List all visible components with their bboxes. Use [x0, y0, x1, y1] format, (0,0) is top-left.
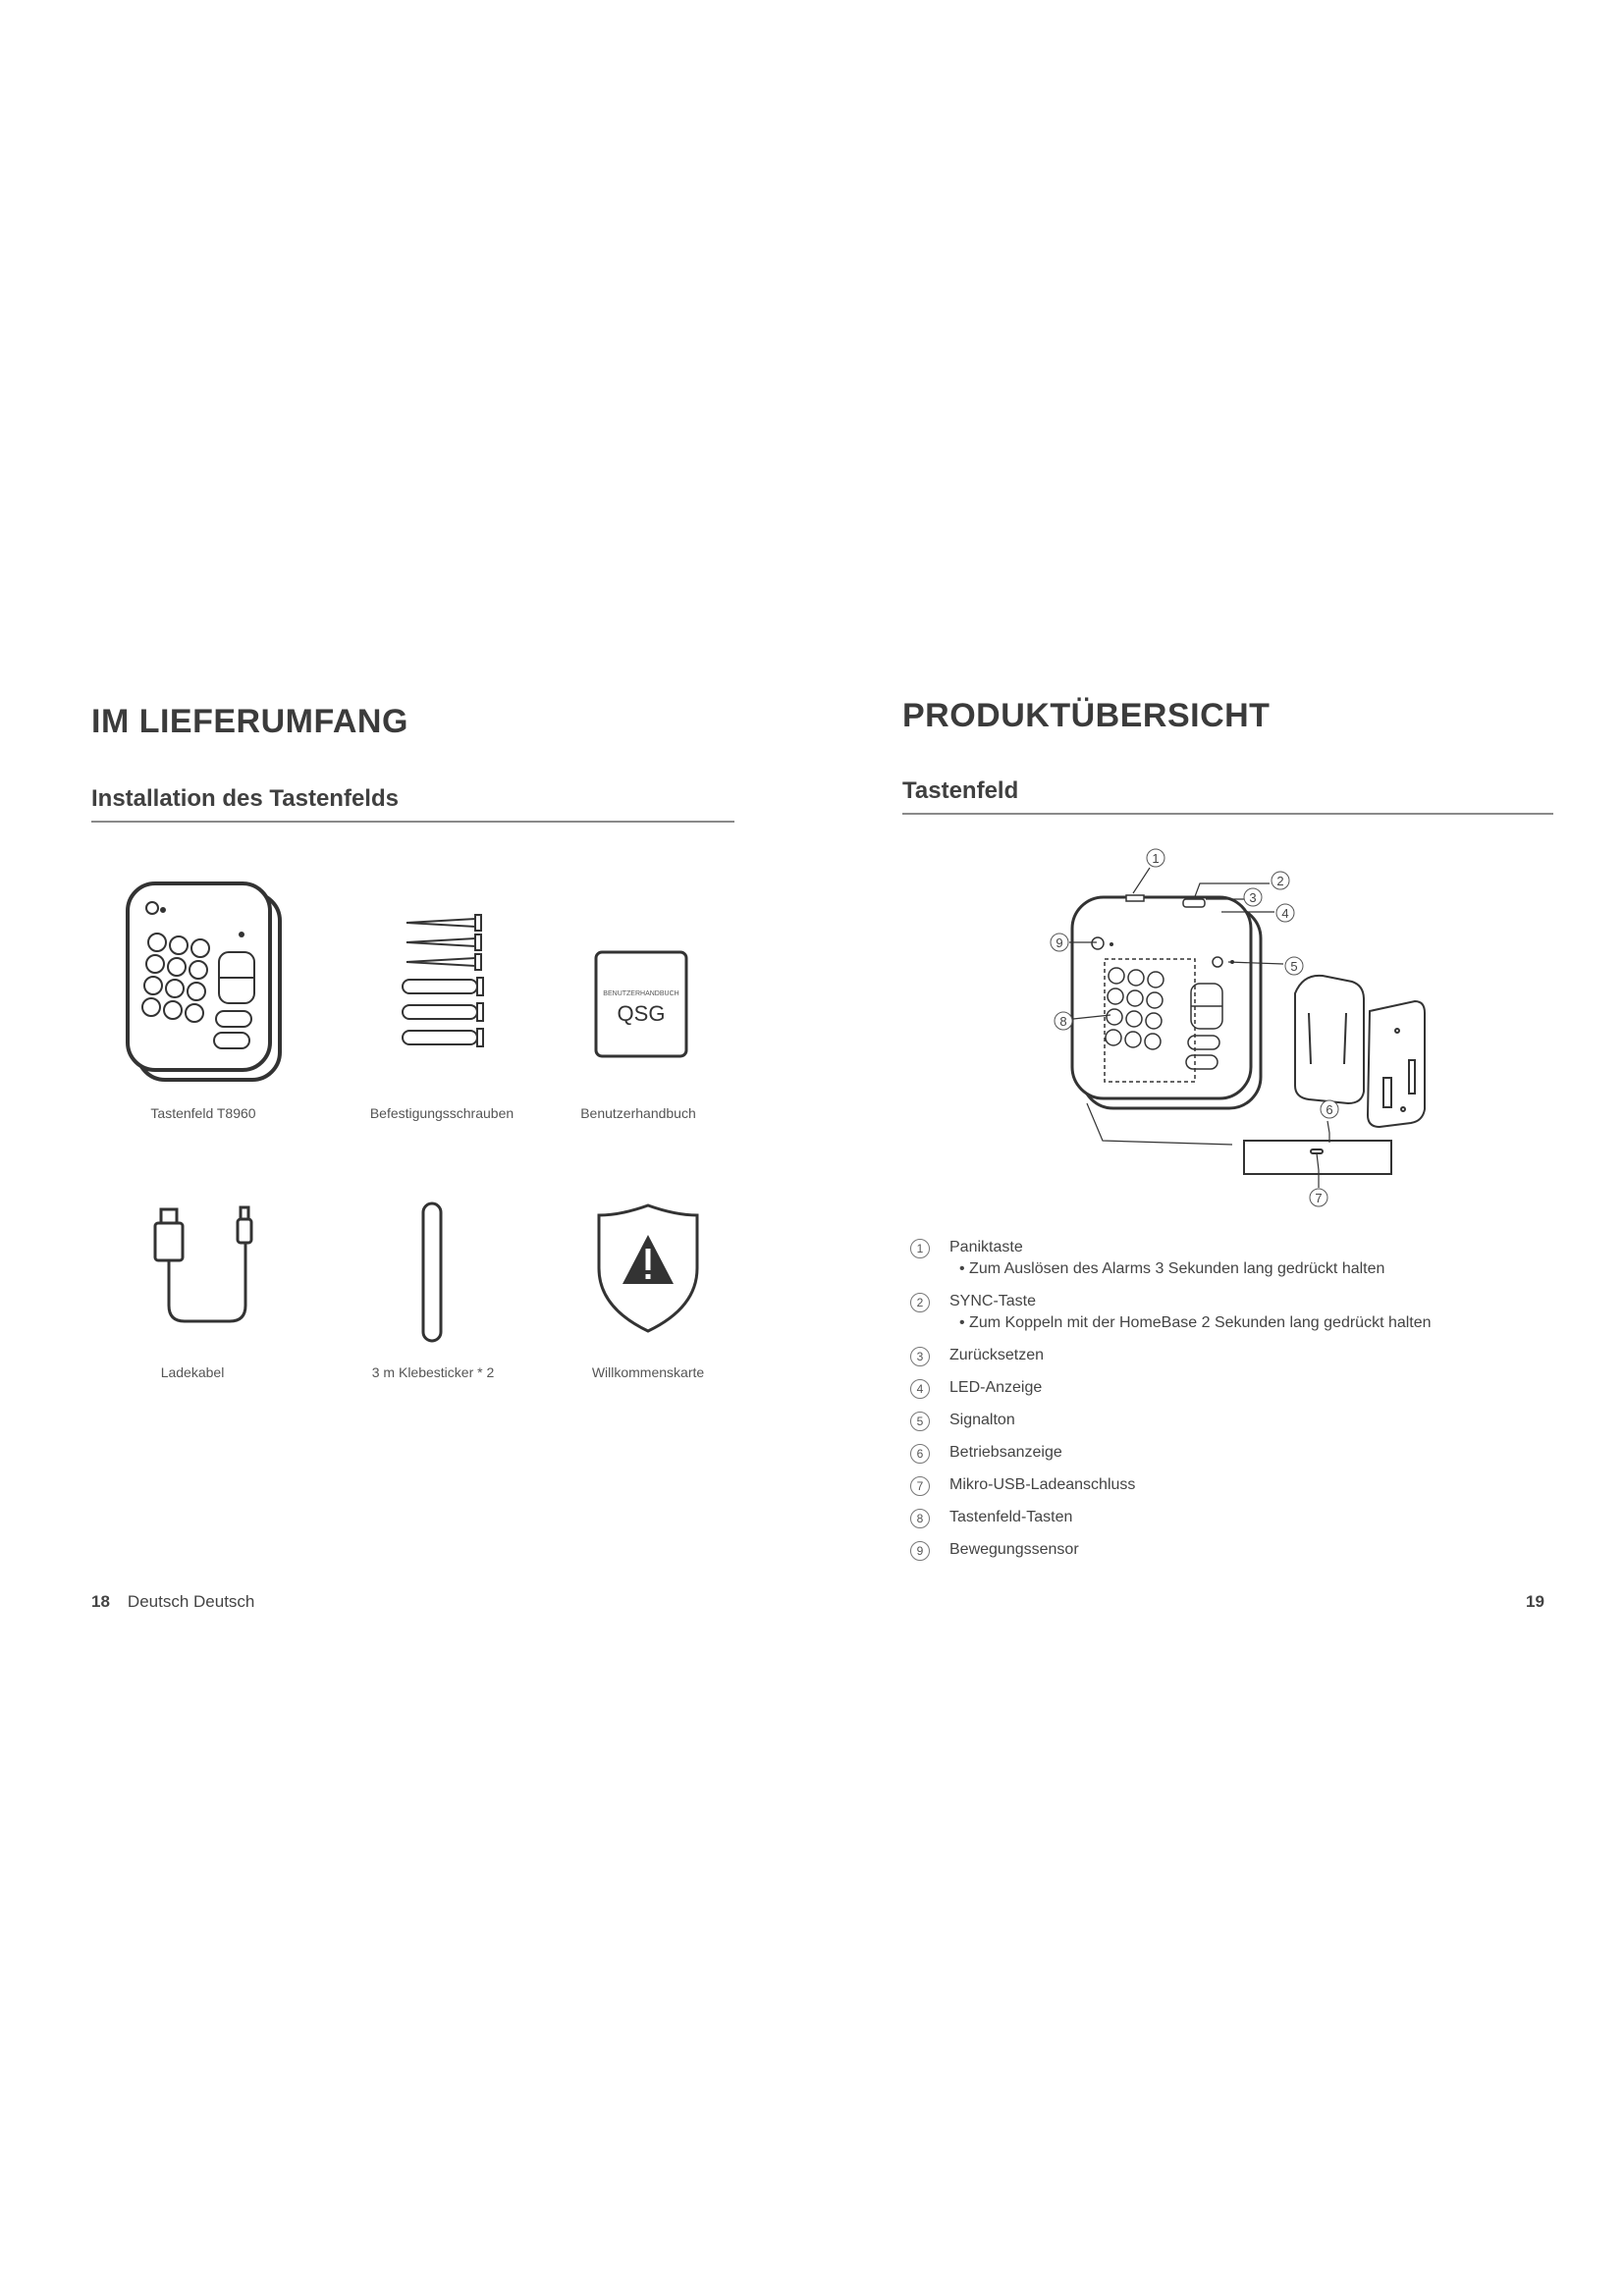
page-title: PRODUKTÜBERSICHT — [902, 697, 1271, 734]
item-manual — [523, 948, 759, 1060]
caption-cable: Ladekabel — [160, 1364, 225, 1380]
legend-item — [910, 1444, 1597, 1476]
legend-item — [910, 1379, 1597, 1412]
divider — [902, 813, 1553, 815]
caption-keypad: Tastenfeld T8960 — [150, 1105, 256, 1121]
page-number: 18 — [91, 1592, 110, 1611]
page-title: IM LIEFERUMFANG — [91, 703, 408, 740]
caption-sticker: 3 m Klebesticker * 2 — [371, 1364, 495, 1380]
callout-1 — [1147, 849, 1164, 867]
manual-icon — [592, 948, 690, 1060]
warning-shield-icon — [589, 1200, 707, 1337]
legend-number: 6 — [910, 1444, 930, 1464]
legend-item — [910, 1347, 1597, 1379]
legend-number: 8 — [910, 1509, 930, 1528]
item-keypad — [79, 864, 314, 1109]
legend-item — [910, 1509, 1597, 1541]
legend-number: 1 — [910, 1239, 930, 1258]
keypad-overview-illustration — [979, 846, 1431, 1219]
footer — [91, 1592, 254, 1612]
svg-text:7: 7 — [1315, 1191, 1323, 1205]
page-number: 19 — [1526, 1592, 1544, 1611]
legend-note: • Zum Auslösen des Alarms 3 Sekunden lang gedrückt halten — [959, 1260, 1385, 1277]
callout-8 — [1055, 1012, 1072, 1030]
legend-number: 5 — [910, 1412, 930, 1431]
legend-label: Betriebsanzeige — [949, 1444, 1062, 1461]
divider — [91, 821, 734, 823]
svg-text:4: 4 — [1281, 906, 1289, 921]
manual-cover-large-text: QSG — [617, 1001, 666, 1026]
screws-icon — [387, 911, 505, 1078]
svg-text:9: 9 — [1056, 935, 1063, 950]
legend-label: Signalton — [949, 1412, 1015, 1428]
legend-label: LED-Anzeige — [949, 1379, 1043, 1396]
svg-text:5: 5 — [1290, 959, 1298, 974]
legend-label: Mikro-USB-Ladeanschluss — [949, 1476, 1136, 1493]
legend-item — [910, 1541, 1597, 1574]
legend-number: 7 — [910, 1476, 930, 1496]
legend-label: Bewegungssensor — [949, 1541, 1079, 1558]
legend-label: SYNC-Taste — [949, 1293, 1037, 1309]
legend-number: 3 — [910, 1347, 930, 1366]
legend-item — [910, 1239, 1597, 1293]
callout-7 — [1310, 1189, 1327, 1206]
caption-screws: Befestigungsschrauben — [369, 1105, 514, 1121]
keypad-icon — [98, 864, 295, 1109]
caption-welcome-card: Willkommenskarte — [591, 1364, 705, 1380]
svg-text:1: 1 — [1152, 851, 1160, 866]
svg-text:3: 3 — [1249, 890, 1257, 905]
svg-text:8: 8 — [1059, 1014, 1067, 1029]
section-subtitle: Tastenfeld — [902, 777, 1019, 804]
callout-2 — [1272, 872, 1289, 889]
legend-number: 4 — [910, 1379, 930, 1399]
right-page — [812, 0, 1624, 2296]
item-cable — [71, 1196, 306, 1333]
legend-item — [910, 1412, 1597, 1444]
footer-language: Deutsch Deutsch — [127, 1592, 255, 1611]
legend-item — [910, 1293, 1597, 1347]
legend-number: 9 — [910, 1541, 930, 1561]
cable-icon — [100, 1196, 277, 1333]
product-diagram — [979, 846, 1431, 1224]
svg-text:6: 6 — [1326, 1102, 1333, 1117]
svg-text:2: 2 — [1276, 874, 1284, 888]
legend-label: Zurücksetzen — [949, 1347, 1045, 1363]
legend-number: 2 — [910, 1293, 930, 1312]
legend-item — [910, 1476, 1597, 1509]
callout-4 — [1276, 904, 1294, 922]
sticker-icon — [315, 1200, 551, 1347]
callout-9 — [1051, 934, 1068, 951]
legend-note: • Zum Koppeln mit der HomeBase 2 Sekunden lang gedrückt halten — [959, 1314, 1432, 1331]
feature-legend — [910, 1239, 1597, 1574]
manual-cover-small-text: BENUTZERHANDBUCH — [603, 990, 679, 997]
section-subtitle: Installation des Tastenfelds — [91, 785, 399, 812]
caption-manual: Benutzerhandbuch — [580, 1105, 696, 1121]
item-sticker — [315, 1200, 551, 1347]
callout-3 — [1244, 888, 1262, 906]
item-welcome-card — [530, 1200, 766, 1337]
legend-label: Tastenfeld-Tasten — [949, 1509, 1073, 1525]
callout-5 — [1285, 957, 1303, 975]
callout-6 — [1321, 1100, 1338, 1118]
legend-label: Paniktaste — [949, 1239, 1023, 1255]
